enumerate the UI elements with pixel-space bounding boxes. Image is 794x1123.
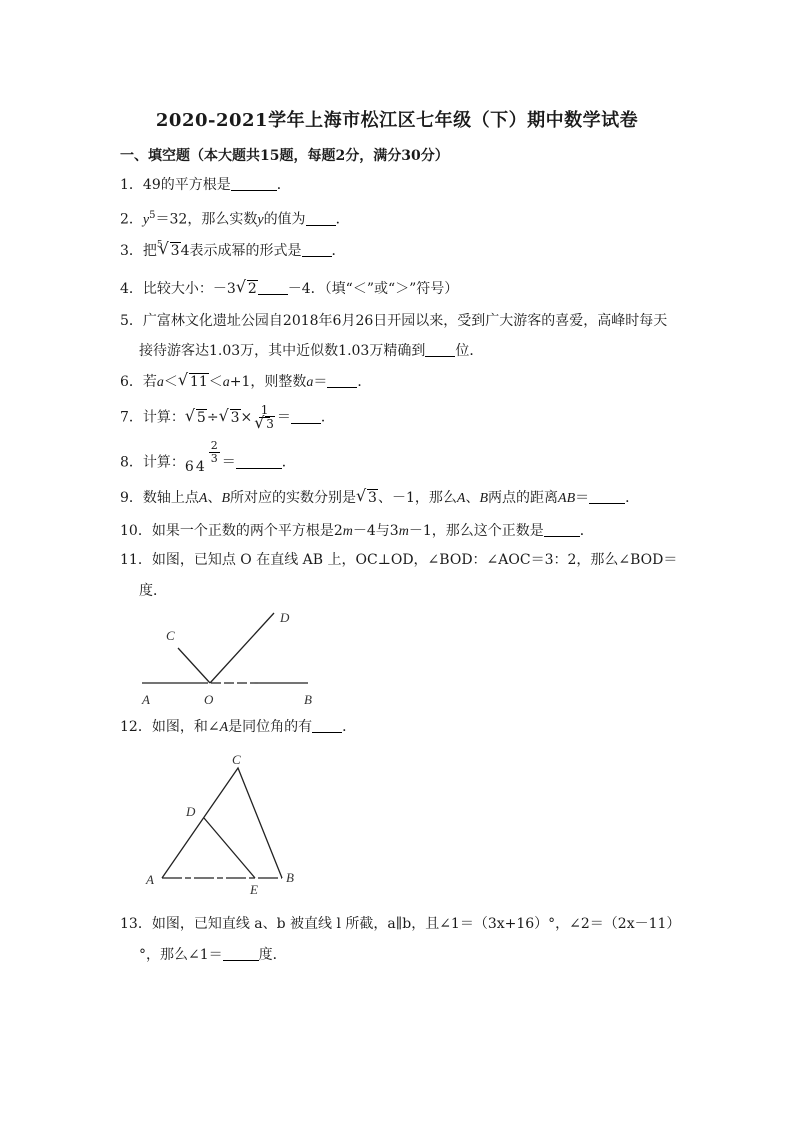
question-8: 8．计算：64 $\frac{2}{3}$ ＝ ．: [120, 439, 296, 475]
answer-blank[interactable]: [223, 946, 259, 961]
figure-12: [140, 748, 320, 898]
answer-blank[interactable]: [589, 489, 625, 504]
answer-blank[interactable]: [425, 342, 455, 357]
radical: √ 3: [358, 488, 378, 508]
question-11-line-2: 度．: [139, 583, 167, 599]
radical: √ 5: [187, 408, 207, 428]
question-7: 7．计算：√ 5÷√ 3× 1 √ 3 ＝ ．: [120, 404, 335, 431]
label-D: D: [186, 804, 196, 819]
question-11: 11．如图，已知点 O 在直线 AB 上，OC⊥OD，∠BOD：∠AOC＝3：2，那么∠BOD＝: [120, 552, 678, 568]
radical: √ 11: [180, 372, 209, 392]
section-heading: 一、填空题（本大题共15题，每题2分，满分30分）: [120, 148, 449, 164]
label-A: A: [146, 872, 154, 887]
fraction: 1 √ 3: [254, 404, 275, 431]
question-12: 12．如图，和∠A是同位角的有 ．: [120, 719, 357, 735]
question-5-line-2: 接待游客达1.03万，其中近似数1.03万精确到 位．: [139, 343, 484, 359]
label-C: C: [166, 628, 175, 643]
answer-blank[interactable]: [302, 242, 332, 257]
answer-blank[interactable]: [291, 409, 321, 424]
answer-blank[interactable]: [236, 454, 282, 469]
label-O: O: [204, 692, 214, 707]
answer-blank[interactable]: [258, 280, 288, 295]
question-10: 10．如果一个正数的两个平方根是2m－4与3m－1，那么这个正数是 ．: [120, 523, 594, 539]
exponent-fraction: $\frac{2}{3}$: [210, 439, 218, 465]
label-C: C: [232, 752, 241, 767]
page-title: 2020-2021学年上海市松江区七年级（下）期中数学试卷: [155, 110, 639, 131]
question-9: 9．数轴上点A、B所对应的实数分别是√ 3、－1，那么A、B两点的距离AB＝ ．: [120, 488, 639, 509]
label-E: E: [250, 882, 258, 897]
question-1: 1．49的平方根是 ．: [120, 177, 291, 193]
radical: √ 3: [161, 241, 181, 261]
question-4: 4．比较大小：－3√ 2 －4．（填“＜”或“＞”符号）: [120, 279, 458, 299]
question-13: 13．如图，已知直线 a、b 被直线 l 所截，a∥b，且∠1＝（3x+16）°，∠2＝（2x－11）: [120, 916, 681, 932]
answer-blank[interactable]: [327, 373, 357, 388]
label-B: B: [286, 870, 294, 885]
label-A: A: [142, 692, 150, 707]
label-B: B: [304, 692, 312, 707]
answer-blank[interactable]: [306, 211, 336, 226]
answer-blank[interactable]: [231, 176, 277, 191]
figure-11: [138, 608, 338, 708]
radical: √ 3: [221, 408, 241, 428]
question-6: 6．若a＜√ 11＜a+1，则整数a＝ ．: [120, 372, 371, 393]
label-D: D: [280, 610, 290, 625]
answer-blank[interactable]: [312, 718, 342, 733]
answer-blank[interactable]: [544, 522, 580, 537]
radical: √ 2: [238, 279, 258, 299]
question-5: 5．广富林文化遗址公园自2018年6月26日开园以来，受到广大游客的喜爱，高峰时每天: [120, 313, 668, 329]
question-2: 2．$y^5=32$，那么实数y的值为 ．: [120, 210, 350, 228]
question-13-line-2: °，那么∠1＝ 度．: [139, 947, 287, 963]
question-3: 3．把$^5$√ 34表示成幂的形式是 ．: [120, 241, 346, 263]
